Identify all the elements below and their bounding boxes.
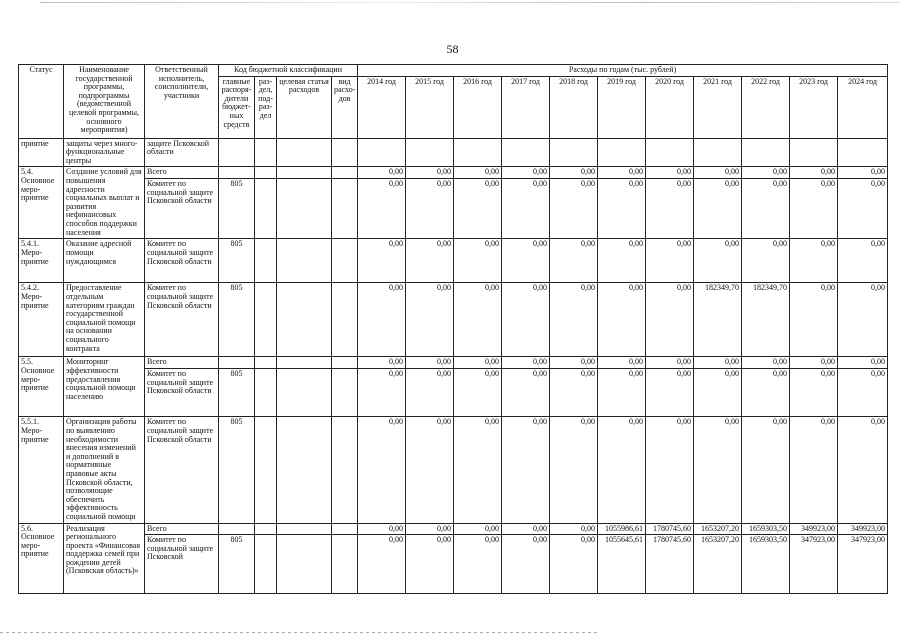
row-code-empty xyxy=(277,283,332,357)
row-value-total: 0,00 xyxy=(821,357,836,367)
row-value: 0,00 xyxy=(454,239,502,283)
row-executor: Комитет по социальной защите Псковской области xyxy=(145,239,219,283)
row-value: 0,00 xyxy=(790,239,838,283)
row-value-total: 0,00 xyxy=(485,167,500,177)
row-value-total: 0,00 xyxy=(677,167,692,177)
row-value-total: 0,00 xyxy=(389,523,404,533)
row-code-empty xyxy=(277,523,332,593)
row-value-total: 0,00 xyxy=(437,167,452,177)
row-grbs: 805 xyxy=(219,239,255,283)
row-code-empty xyxy=(332,138,358,167)
row-value-committee: 0,00 xyxy=(502,178,549,190)
row-value: 0,00 xyxy=(502,417,550,523)
row-value xyxy=(358,357,406,417)
row-value-committee: 0,00 xyxy=(550,178,597,190)
budget-table-container xyxy=(18,64,888,594)
row-value-committee: 0,00 xyxy=(550,534,597,546)
header-status: Статус xyxy=(19,65,64,139)
header-year: 2022 год xyxy=(742,76,790,138)
row-value-total: 0,00 xyxy=(821,167,836,177)
row-value xyxy=(646,167,694,239)
row-value xyxy=(694,167,742,239)
row-executor xyxy=(145,357,219,417)
row-value: 0,00 xyxy=(406,283,454,357)
row-value-committee: 0,00 xyxy=(694,368,741,380)
row-status: 5.4. Основное меро-приятие xyxy=(19,167,64,239)
row-value-committee: 0,00 xyxy=(742,368,789,380)
row-value-total: 0,00 xyxy=(773,167,788,177)
row-value: 0,00 xyxy=(838,239,888,283)
row-status: 5.5. Основное меро-приятие xyxy=(19,357,64,417)
row-value xyxy=(454,523,502,593)
row-value-committee: 0,00 xyxy=(358,178,405,190)
row-value-total: 349923,00 xyxy=(851,523,886,533)
row-status: 5.4.1. Меро-приятие xyxy=(19,239,64,283)
row-code-empty xyxy=(332,239,358,283)
row-executor-committee: Комитет по социальной защите Псковской xyxy=(145,534,218,563)
row-value-total: 0,00 xyxy=(533,357,548,367)
row-code-empty xyxy=(255,138,277,167)
row-executor-total: Всего xyxy=(147,357,167,367)
row-value xyxy=(742,138,790,167)
row-value: 0,00 xyxy=(454,283,502,357)
row-value-committee: 0,00 xyxy=(646,178,693,190)
row-value-total: 0,00 xyxy=(725,357,740,367)
row-value-committee: 0,00 xyxy=(406,178,453,190)
header-budget-code: Код бюджетной классификации xyxy=(219,65,358,77)
row-value xyxy=(406,138,454,167)
row-value-committee: 0,00 xyxy=(406,368,453,380)
row-name: Мониторинг эффективности предоставления социальной помощи населению xyxy=(64,357,145,417)
row-value-committee: 1780745,60 xyxy=(646,534,693,546)
row-value xyxy=(358,167,406,239)
row-value xyxy=(550,357,598,417)
row-value-total: 0,00 xyxy=(581,357,596,367)
row-value-total: 0,00 xyxy=(533,523,548,533)
row-value-committee: 1659303,50 xyxy=(742,534,789,546)
row-value: 0,00 xyxy=(454,417,502,523)
row-value xyxy=(838,523,888,593)
row-value xyxy=(550,523,598,593)
row-value xyxy=(790,138,838,167)
row-value xyxy=(742,167,790,239)
header-year: 2023 год xyxy=(790,76,838,138)
row-value-total: 0,00 xyxy=(389,357,404,367)
row-value-total: 349923,00 xyxy=(801,523,836,533)
table-row xyxy=(19,239,888,283)
row-value: 0,00 xyxy=(742,417,790,523)
row-value: 0,00 xyxy=(598,283,646,357)
row-value-total: 0,00 xyxy=(581,167,596,177)
row-value-committee: 0,00 xyxy=(694,178,741,190)
row-grbs xyxy=(219,523,255,593)
row-value xyxy=(646,138,694,167)
row-grbs-code: 805 xyxy=(219,368,254,380)
row-value: 0,00 xyxy=(790,283,838,357)
row-value xyxy=(598,523,646,593)
row-value: 0,00 xyxy=(646,283,694,357)
row-grbs-code: 805 xyxy=(219,534,254,546)
row-value-total: 0,00 xyxy=(725,167,740,177)
header-name: Наименование государственной программы, подпрограммы (ведомственной целевой программы, основного мероприятия) xyxy=(64,65,145,139)
row-value-total: 0,00 xyxy=(871,167,886,177)
row-value: 0,00 xyxy=(646,417,694,523)
row-value xyxy=(694,138,742,167)
row-code-empty xyxy=(255,167,277,239)
row-status: приятие xyxy=(19,138,64,167)
row-value-total: 0,00 xyxy=(629,357,644,367)
row-executor: защите Псковской области xyxy=(145,138,219,167)
header-rzpr: раз-дел, под-раз-дел xyxy=(255,76,277,138)
row-grbs-code: 805 xyxy=(219,178,254,190)
row-value-total: 1055986,61 xyxy=(605,523,644,533)
header-grbs: главные распоря-дители бюджет-ных средств xyxy=(219,76,255,138)
row-code-empty xyxy=(255,283,277,357)
row-executor xyxy=(145,523,219,593)
row-code-empty xyxy=(332,417,358,523)
page-number: 58 xyxy=(446,42,459,56)
row-value xyxy=(598,167,646,239)
row-value-total: 0,00 xyxy=(533,167,548,177)
scan-artifact-top xyxy=(40,2,900,3)
table-row xyxy=(19,167,888,239)
row-value-committee: 0,00 xyxy=(790,368,837,380)
row-grbs: 805 xyxy=(219,283,255,357)
row-executor-committee: Комитет по социальной защите Псковской области xyxy=(145,178,218,207)
row-code-empty xyxy=(332,523,358,593)
row-value-committee: 0,00 xyxy=(502,534,549,546)
row-value-committee: 0,00 xyxy=(454,368,501,380)
header-year: 2024 год xyxy=(838,76,888,138)
row-value: 0,00 xyxy=(838,417,888,523)
row-value-committee: 0,00 xyxy=(502,368,549,380)
row-value-total: 1659303,50 xyxy=(749,523,788,533)
row-value-committee: 0,00 xyxy=(406,534,453,546)
row-value-committee: 1055645,61 xyxy=(598,534,645,546)
row-value-committee: 0,00 xyxy=(454,534,501,546)
row-value-committee: 0,00 xyxy=(838,178,887,190)
row-value-total: 1653207,20 xyxy=(701,523,740,533)
row-value-committee: 0,00 xyxy=(838,368,887,380)
budget-table-body xyxy=(19,138,888,593)
row-value xyxy=(598,138,646,167)
header-year: 2021 год xyxy=(694,76,742,138)
row-value-total: 0,00 xyxy=(773,357,788,367)
row-value xyxy=(838,167,888,239)
row-value xyxy=(646,357,694,417)
row-grbs: 805 xyxy=(219,417,255,523)
table-row xyxy=(19,523,888,593)
row-value-committee: 0,00 xyxy=(742,178,789,190)
row-value: 0,00 xyxy=(406,417,454,523)
row-name: Реализация регионального проекта «Финансовая поддержка семей при рождении детей (Псковская область)» xyxy=(64,523,145,593)
row-value: 0,00 xyxy=(598,417,646,523)
row-code-empty xyxy=(255,523,277,593)
row-code-empty xyxy=(332,357,358,417)
row-value: 0,00 xyxy=(838,283,888,357)
header-csr: целевая статья расходов xyxy=(277,76,332,138)
row-value: 0,00 xyxy=(598,239,646,283)
row-executor-committee: Комитет по социальной защите Псковской области xyxy=(145,368,218,397)
row-value-committee: 0,00 xyxy=(358,534,405,546)
row-code-empty xyxy=(255,417,277,523)
row-code-empty xyxy=(255,239,277,283)
header-year: 2018 год xyxy=(550,76,598,138)
row-status: 5.5.1. Меро-приятие xyxy=(19,417,64,523)
row-value: 0,00 xyxy=(406,239,454,283)
row-value xyxy=(406,167,454,239)
row-value-committee: 0,00 xyxy=(598,178,645,190)
row-value-committee: 0,00 xyxy=(550,368,597,380)
row-value xyxy=(790,523,838,593)
row-code-empty xyxy=(332,283,358,357)
row-value xyxy=(838,357,888,417)
row-value xyxy=(790,167,838,239)
row-value xyxy=(454,357,502,417)
row-value xyxy=(646,523,694,593)
row-value: 0,00 xyxy=(742,239,790,283)
row-value: 0,00 xyxy=(550,283,598,357)
header-executor: Ответственный исполнитель, соисполнители, участники xyxy=(145,65,219,139)
row-value xyxy=(502,357,550,417)
row-value-committee: 0,00 xyxy=(598,368,645,380)
row-value-total: 0,00 xyxy=(629,167,644,177)
row-value xyxy=(742,523,790,593)
row-value xyxy=(502,523,550,593)
row-value: 0,00 xyxy=(694,239,742,283)
header-expenses: Расходы по годам (тыс. рублей) xyxy=(358,65,888,77)
row-value xyxy=(502,138,550,167)
row-value: 0,00 xyxy=(550,239,598,283)
row-value xyxy=(454,167,502,239)
row-executor-total: Всего xyxy=(147,167,167,177)
row-value-total: 0,00 xyxy=(437,357,452,367)
row-value xyxy=(694,357,742,417)
row-executor xyxy=(145,167,219,239)
header-year: 2017 год xyxy=(502,76,550,138)
row-grbs xyxy=(219,167,255,239)
row-name: Организация работы по выявлению необходимости внесения изменений и дополнений в нормативные правовые акты Псковской области, позволяющие обеспечить эффективность социальной помощи xyxy=(64,417,145,523)
row-value: 0,00 xyxy=(694,417,742,523)
row-value: 0,00 xyxy=(502,283,550,357)
row-value: 0,00 xyxy=(550,417,598,523)
row-value-committee: 1653207,20 xyxy=(694,534,741,546)
row-code-empty xyxy=(277,167,332,239)
row-value-total: 1780745,60 xyxy=(653,523,692,533)
row-value: 182349,70 xyxy=(742,283,790,357)
row-name: Предоставление отдельным категориям граждан государственной социальной помощи на основании социального контракта xyxy=(64,283,145,357)
header-year: 2019 год xyxy=(598,76,646,138)
row-grbs xyxy=(219,357,255,417)
row-value-committee: 0,00 xyxy=(646,368,693,380)
row-value: 182349,70 xyxy=(694,283,742,357)
row-value xyxy=(358,138,406,167)
row-value: 0,00 xyxy=(502,239,550,283)
row-value xyxy=(550,167,598,239)
budget-table xyxy=(18,64,888,594)
row-value-committee: 0,00 xyxy=(454,178,501,190)
row-status: 5.4.2. Меро-приятие xyxy=(19,283,64,357)
row-code-empty xyxy=(277,357,332,417)
scan-artifact-bottom xyxy=(0,632,600,633)
row-value: 0,00 xyxy=(358,417,406,523)
header-vr: вид расхо-дов xyxy=(332,76,358,138)
row-value-committee: 0,00 xyxy=(790,178,837,190)
row-value xyxy=(454,138,502,167)
row-value-total: 0,00 xyxy=(437,523,452,533)
row-code-empty xyxy=(277,239,332,283)
table-row xyxy=(19,417,888,523)
row-executor-total: Всего xyxy=(147,523,167,533)
row-value-total: 0,00 xyxy=(389,167,404,177)
row-code-empty xyxy=(277,138,332,167)
row-value xyxy=(406,357,454,417)
row-name: Оказание адресной помощи нуждающимся xyxy=(64,239,145,283)
row-code-empty xyxy=(332,167,358,239)
row-value-total: 0,00 xyxy=(485,357,500,367)
row-value xyxy=(598,357,646,417)
row-value: 0,00 xyxy=(358,283,406,357)
row-status: 5.6. Основное меро-приятие xyxy=(19,523,64,593)
table-row xyxy=(19,283,888,357)
header-year: 2014 год xyxy=(358,76,406,138)
row-value xyxy=(790,357,838,417)
row-value-total: 0,00 xyxy=(581,523,596,533)
row-value xyxy=(550,138,598,167)
row-value xyxy=(742,357,790,417)
row-value-total: 0,00 xyxy=(677,357,692,367)
row-value: 0,00 xyxy=(790,417,838,523)
row-name: Создание условий для повышения адресности социальных выплат и развития нефинансовых способов поддержки населения xyxy=(64,167,145,239)
row-value-total: 0,00 xyxy=(485,523,500,533)
row-value-committee: 347923,00 xyxy=(790,534,837,546)
row-value xyxy=(838,138,888,167)
row-executor: Комитет по социальной защите Псковской области xyxy=(145,283,219,357)
header-year: 2016 год xyxy=(454,76,502,138)
row-executor: Комитет по социальной защите Псковской области xyxy=(145,417,219,523)
row-name: защиты через много-функциональные центры xyxy=(64,138,145,167)
row-code-empty xyxy=(255,357,277,417)
row-value xyxy=(358,523,406,593)
row-grbs xyxy=(219,138,255,167)
row-value-total: 0,00 xyxy=(871,357,886,367)
header-year: 2015 год xyxy=(406,76,454,138)
row-code-empty xyxy=(277,417,332,523)
table-row xyxy=(19,357,888,417)
row-value-committee: 347923,00 xyxy=(838,534,887,546)
row-value-committee: 0,00 xyxy=(358,368,405,380)
row-value xyxy=(406,523,454,593)
table-row xyxy=(19,138,888,167)
row-value: 0,00 xyxy=(358,239,406,283)
row-value: 0,00 xyxy=(646,239,694,283)
row-value xyxy=(502,167,550,239)
header-year: 2020 год xyxy=(646,76,694,138)
row-value xyxy=(694,523,742,593)
